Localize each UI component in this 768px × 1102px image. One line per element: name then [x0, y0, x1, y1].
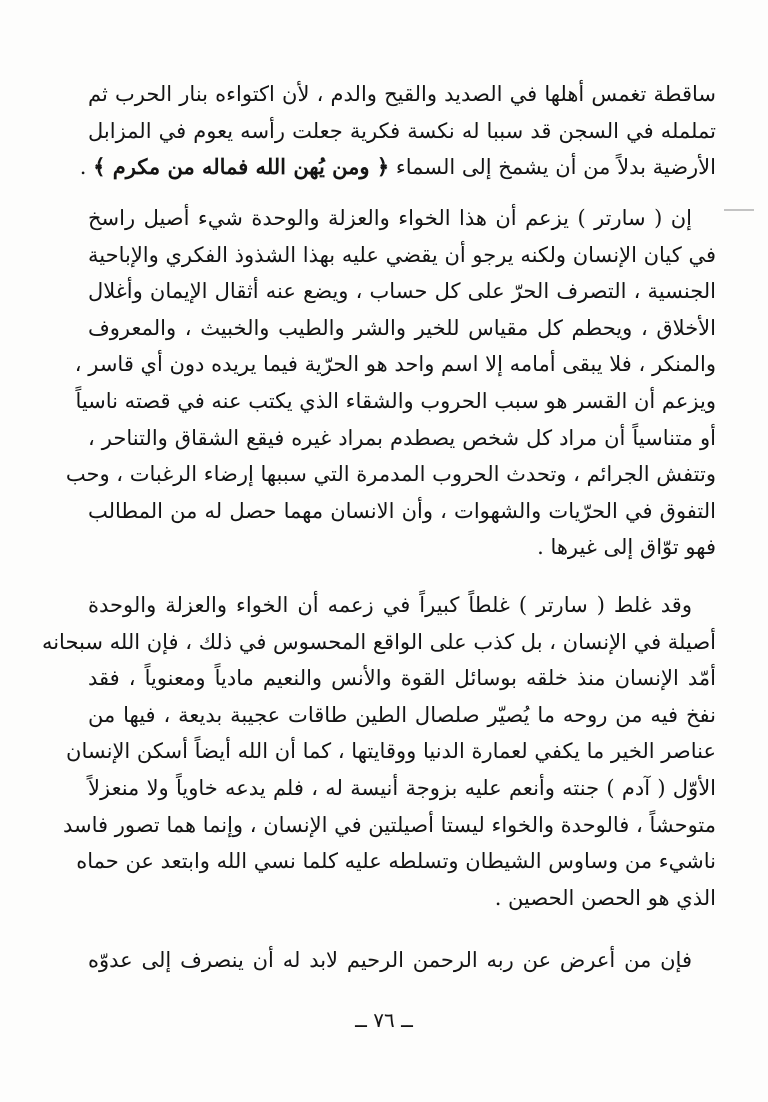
paragraph-line: أمّد الإنسان منذ خلقه بوسائل القوة والأنس والنعيم مادياً ومعنوياً ، فقد [88, 666, 716, 691]
paragraph-line: أو متناسياً أن مراد كل شخص يصطدم بمراد غيره فيقع الشقاق والتناحر ، [88, 425, 716, 450]
paragraph-line: عناصر الخير ما يكفي لعمارة الدنيا ووقايتها ، كما أن الله أيضاً أسكن الإنسان [66, 739, 716, 764]
paragraph-line: وتتفش الجرائم ، وتحدث الحروب المدمرة التي سببها إرضاء الرغبات ، وحب [65, 462, 716, 487]
paragraph-2 [65, 200, 716, 566]
paragraph-line: الأوّل ( آدم ) جنته وأنعم عليه بزوجة أنيسة له ، فلم يدعه خاوياً ولا منعزلاً [88, 775, 716, 800]
paragraph-3 [41, 587, 716, 916]
paragraph-line: فهو توّاق إلى غيرها . [537, 535, 716, 560]
paragraph-line: أصيلة في الإنسان ، بل كذب على الواقع المحسوس في ذلك ، فإن الله سبحانه [41, 629, 716, 654]
paragraph-line: متوحشاً ، فالوحدة والخواء ليستا أصيلتين في الإنسان ، وإنما هما تصور فاسد [62, 812, 716, 837]
paragraph-line: في كيان الإنسان ولكنه يرجو أن يقضي عليه بهذا الشذوذ الفكري والإباحية [88, 242, 716, 267]
paragraph-line: تململه في السجن قد سببا له نكسة فكرية جعلت رأسه يعوم في المزابل [88, 118, 716, 143]
paragraph-line: الذي هو الحصن الحصين . [494, 885, 716, 910]
quran-quote: ﴿ ومن يُهن الله فماله من مكرم ﴾ [93, 154, 390, 180]
paragraph-line: ويزعم أن القسر هو سبب الحروب والشقاء الذي يكتب عنه في قصته ناسياً [75, 388, 716, 413]
paragraph-line: ساقطة تغمس أهلها في الصديد والقيح والدم ، لأن اكتواءه بنار الحرب ثم [88, 82, 716, 106]
sentence-end: . [79, 155, 87, 180]
page-number: ــ ٧٦ ــ [355, 1008, 413, 1032]
paragraph-line: فإن من أعرض عن ربه الرحمن الرحيم لابد له أن ينصرف إلى عدوّه [88, 948, 692, 972]
paragraph-line: وقد غلط ( سارتر ) غلطاً كبيراً في زعمه أن الخواء والعزلة والوحدة [88, 593, 692, 617]
margin-mark [724, 209, 754, 211]
paragraph-line: والمنكر ، فلا يبقى أمامه إلا اسم واحد هو الحرّية فيما يريده دون أي قاسر ، [74, 352, 716, 377]
paragraph-line: التفوق في الحرّيات والشهوات ، وأن الانسان مهما حصل له من المطالب [88, 498, 716, 523]
paragraph-line: الجنسية ، التصرف الحرّ على كل حساب ، ويضع عنه أثقال الإيمان وأغلال [88, 279, 716, 304]
paragraph-line: نفخ فيه من روحه ما يُصيّر صلصال الطين طاقات عجيبة بديعة ، فيها من [88, 702, 716, 727]
paragraph-line: ناشيء من وساوس الشيطان وتسلطه عليه كلما نسي الله وابتعد عن حماه [76, 849, 716, 874]
paragraph-1 [79, 76, 716, 186]
paragraph-text: الأرضية بدلاً من أن يشمخ إلى السماء [395, 155, 716, 180]
paragraph-line: إن ( سارتر ) يزعم أن هذا الخواء والعزلة والوحدة شيء أصيل راسخ [88, 206, 692, 230]
paragraph-4 [88, 942, 716, 979]
paragraph-line-with-quote [79, 149, 716, 186]
paragraph-line: الأخلاق ، ويحطم كل مقياس للخير والشر والطيب والخبيث ، والمعروف [88, 315, 716, 340]
